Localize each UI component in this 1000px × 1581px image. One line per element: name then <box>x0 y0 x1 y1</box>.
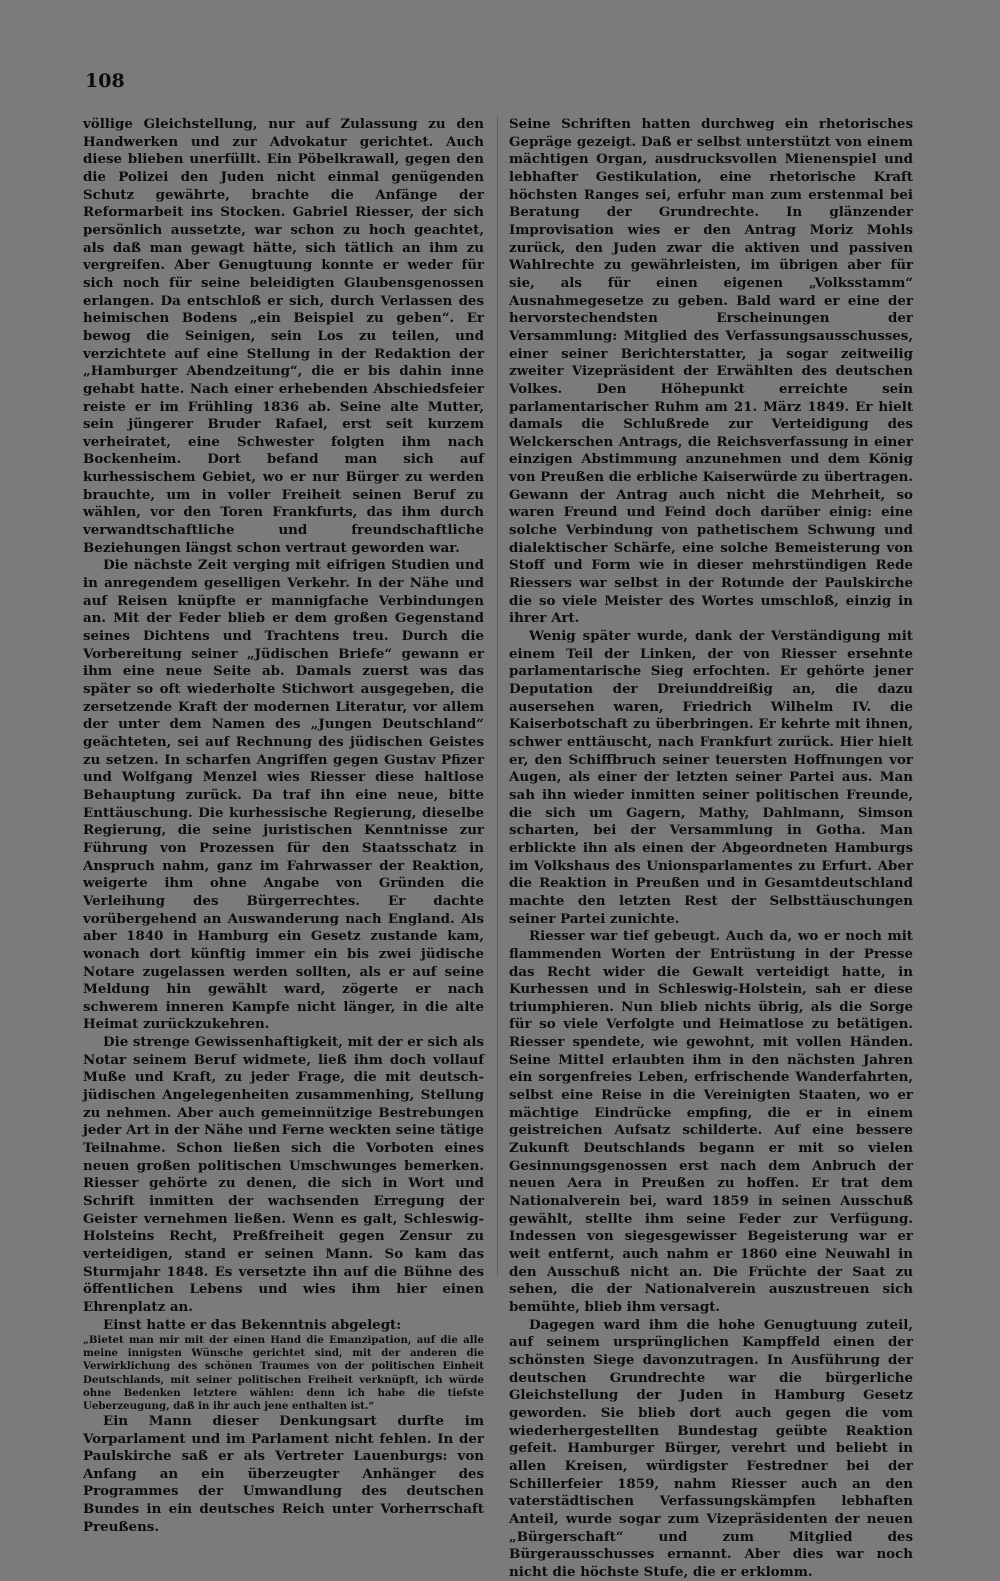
paragraph: Die nächste Zeit verging mit eifrigen Studien und in anregendem geselligen Verkehr. In der Nähe und auf Reisen knüpfte er mannigfache Verbindungen an. Mit der Feder blieb er dem großen Gegenstand seines Dichtens und Trachtens treu. Durch die Vorbereitung seiner „Jüdischen Briefe“ gewann er ihm eine neue Seite ab. Damals zuerst was das später so oft wiederholte Stichwort ausgegeben, die zersetzende Kraft der modernen Literatur, vor allem der unter dem Namen des „Jungen Deutschland“ geächteten, sei auf Rechnung des jüdischen Geistes zu setzen. In scharfen Angriffen gegen Gustav Pfizer und Wolfgang Menzel wies Riesser diese haltlose Behauptung zurück. Da traf ihn eine neue, bitte Enttäuschung. Die kurhessische Regierung, dieselbe Regierung, die seine juristischen Kenntnisse zur Führung von Prozessen für den Staatsschatz in Anspruch nahm, ganz im Fahrwasser der Reaktion, weigerte ihm ohne Angabe von Gründen die Verleihung des Bürgerrechtes. Er dachte vorübergehend an Auswanderung nach England. Als aber 1840 in Hamburg ein Gesetz zustande kam, wonach dort künftig immer ein bis zwei jüdische Notare zugelassen werden sollten, als er auf seine Meldung hin gewählt ward, zögerte er nach schwerem inneren Kampfe nicht länger, in die alte Heimat zurückzukehren. <box>83 557 484 1033</box>
column-divider <box>497 116 498 1276</box>
paragraph: Wenig später wurde, dank der Verständigung mit einem Teil der Linken, der von Riesser ersehnte parlamentarische Sieg erfochten. Er gehörte jener Deputation der Dreiunddreißig an, die dazu ausersehen waren, Friedrich Wilhelm IV. die Kaiserbotschaft zu überbringen. Er kehrte mit ihnen, schwer enttäuscht, nach Frankfurt zurück. Hier hielt er, den Schiffbruch seiner teuersten Hoffnungen vor Augen, als einer der letzten seiner Partei aus. Man sah ihn wieder inmitten seiner politischen Freunde, die sich um Gagern, Mathy, Dahlmann, Simson scharten, bei der Versammlung in Gotha. Man erblickte ihn als einen der Abgeordneten Hamburgs im Volkshaus des Unionsparlamentes zu Erfurt. Aber die Reaktion in Preußen und in Gesamtdeutschland machte den letzten Rest der Selbsttäuschungen seiner Partei zunichte. <box>509 628 913 927</box>
paragraph: Dagegen ward ihm die hohe Genugtuung zuteil, auf seinem ursprünglichen Kampffeld einen der schönsten Siege davonzutragen. In Ausführung der deutschen Grundrechte war die bürgerliche Gleichstellung der Juden in Hamburg Gesetz geworden. Sie blieb dort auch gegen die vom wiederhergestellten Bundestag geübte Reaktion gefeit. Hamburger Bürger, verehrt und beliebt in allen Kreisen, würdigster Festredner bei der Schillerfeier 1859, nahm Riesser auch an den vaterstädtischen Verfassungskämpfen lebhaften Anteil, wurde sogar zum Vizepräsidenten der neuen „Bürgerschaft“ und zum Mitglied des Bürgerausschusses ernannt. Aber dies war noch nicht die höchste Stufe, die er erklomm. <box>509 1316 913 1580</box>
paragraph: Seine Schriften hatten durchweg ein rhetorisches Gepräge gezeigt. Daß er selbst unterstützt von einem mächtigen Organ, ausdrucksvollen Mienenspiel und lebhafter Gestikulation, eine rhetorische Kraft höchsten Ranges sei, erfuhr man zum erstenmal bei Beratung der Grundrechte. In glänzender Improvisation wies er den Antrag Moriz Mohls zurück, den Juden zwar die aktiven und passiven Wahlrechte zu gewährleisten, im übrigen aber für sie, als für einen eigenen „Volksstamm“ Ausnahmegesetze zu geben. Bald ward er eine der hervorstechendsten Erscheinungen der Versammlung: Mitglied des Verfassungsausschusses, einer seiner Berichterstatter, ja sogar zeitweilig zweiter Vizepräsident der Erwählten des deutschen Volkes. Den Höhepunkt erreichte sein parlamentarischer Ruhm am 21. März 1849. Er hielt damals die Schlußrede zur Verteidigung des Welckerschen Antrags, die Reichsverfassung in einer einzigen Abstimmung anzunehmen und dem König von Preußen die erbliche Kaiserwürde zu übertragen. Gewann der Antrag auch nicht die Mehrheit, so waren Freund und Feind doch darüber einig: eine solche Verbindung von pathetischem Schwung und dialektischer Schärfe, eine solche Bemeisterung von Stoff und Form wie in dieser mehrstündigen Rede Riessers war selbst in der Rotunde der Paulskirche die so viele Meister des Wortes umschloß, einzig in ihrer Art. <box>509 116 913 627</box>
left-column <box>83 116 484 1536</box>
block-quote: „Bietet man mir mit der einen Hand die Emanzipation, auf die alle meine innigsten Wünsche gerichtet sind, mit der anderen die Verwirklichung des schönen Traumes von der politischen Einheit Deutschlands, mit seiner politischen Freiheit verknüpft, ich würde ohne Bedenken letztere wählen: denn ich habe die tiefste Ueberzeugung, daß in ihr auch jene enthalten ist.“ <box>83 1334 484 1412</box>
right-column <box>509 116 913 1581</box>
paragraph: völlige Gleichstellung, nur auf Zulassung zu den Handwerken und zur Advokatur gerichtet. Auch diese blieben unerfüllt. Ein Pöbelkrawall, gegen den die Polizei den Juden nicht einmal genügenden Schutz gewährte, brachte die Anfänge der Reformarbeit ins Stocken. Gabriel Riesser, der sich persönlich aussetzte, war schon zu hoch geachtet, als daß man gewagt hätte, sich tätlich an ihm zu vergreifen. Aber Genugtuung konnte er weder für sich noch für seine beleidigten Glaubensgenossen erlangen. Da entschloß er sich, durch Verlassen des heimischen Bodens „ein Beispiel zu geben“. Er bewog die Seinigen, sein Los zu teilen, und verzichtete auf eine Stellung in der Redaktion der „Hamburger Abendzeitung“, die er bis dahin inne gehabt hatte. Nach einer erhebenden Abschiedsfeier reiste er im Frühling 1836 ab. Seine alte Mutter, sein jüngerer Bruder Rafael, erst seit kurzem verheiratet, eine Schwester folgten ihm nach Bockenheim. Dort befand man sich auf kurhessischem Gebiet, wo er nur Bürger zu werden brauchte, um in voller Freiheit seinen Beruf zu wählen, vor den Toren Frankfurts, das ihm durch verwandtschaftliche und freundschaftliche Beziehungen längst schon vertraut geworden war. <box>83 116 484 556</box>
paragraph: Ein Mann dieser Denkungsart durfte im Vorparlament und im Parlament nicht fehlen. In der Paulskirche saß er als Vertreter Lauenburgs: von Anfang an ein überzeugter Anhänger des Programmes der Umwandlung des deutschen Bundes in ein deutsches Reich unter Vorherrschaft Preußens. <box>83 1412 484 1535</box>
page-number: 108 <box>85 70 125 92</box>
paragraph: Riesser war tief gebeugt. Auch da, wo er noch mit flammenden Worten der Entrüstung in der Presse das Recht wider die Gewalt verteidigt hatte, in Kurhessen und in Schleswig-Holstein, sah er diese triumphieren. Nun blieb nichts übrig, als die Sorge für so viele Verfolgte und Heimatlose zu betätigen. Riesser spendete, wie gewohnt, mit vollen Händen. Seine Mittel erlaubten ihm in den nächsten Jahren ein sorgenfreies Leben, erfrischende Wanderfahrten, selbst eine Reise in die Vereinigten Staaten, wo er mächtige Eindrücke empfing, die er in einem geistreichen Aufsatz schilderte. Auf eine bessere Zukunft Deutschlands begann er mit so vielen Gesinnungsgenossen erst nach dem Anbruch der neuen Aera in Preußen zu hoffen. Er trat dem Nationalverein bei, ward 1859 in seinen Ausschuß gewählt, stellte ihm seine Feder zur Verfügung. Indessen von siegesgewisser Begeisterung war er weit entfernt, auch nahm er 1860 eine Neuwahl in den Ausschuß nicht an. Die Früchte der Saat zu sehen, die der Nationalverein auszustreuen sich bemühte, blieb ihm versagt. <box>509 928 913 1315</box>
paragraph: Die strenge Gewissenhaftigkeit, mit der er sich als Notar seinem Beruf widmete, ließ ihm doch vollauf Muße und Kraft, zu jeder Frage, die mit deutsch-jüdischen Angelegenheiten zusammenhing, Stellung zu nehmen. Aber auch gemeinnützige Bestrebungen jeder Art in der Nähe und Ferne weckten seine tätige Teilnahme. Schon ließen sich die Vorboten eines neuen großen politischen Umschwunges bemerken. Riesser gehörte zu denen, die sich in Wort und Schrift inmitten der wachsenden Erregung der Geister vernehmen ließen. Wenn es galt, Schleswig-Holsteins Recht, Preßfreiheit gegen Zensur zu verteidigen, stand er seinen Mann. So kam das Sturmjahr 1848. Es versetzte ihn auf die Bühne des öffentlichen Lebens und wies ihm hier einen Ehrenplatz an. <box>83 1034 484 1315</box>
paragraph: Einst hatte er das Bekenntnis abgelegt: <box>103 1316 402 1333</box>
